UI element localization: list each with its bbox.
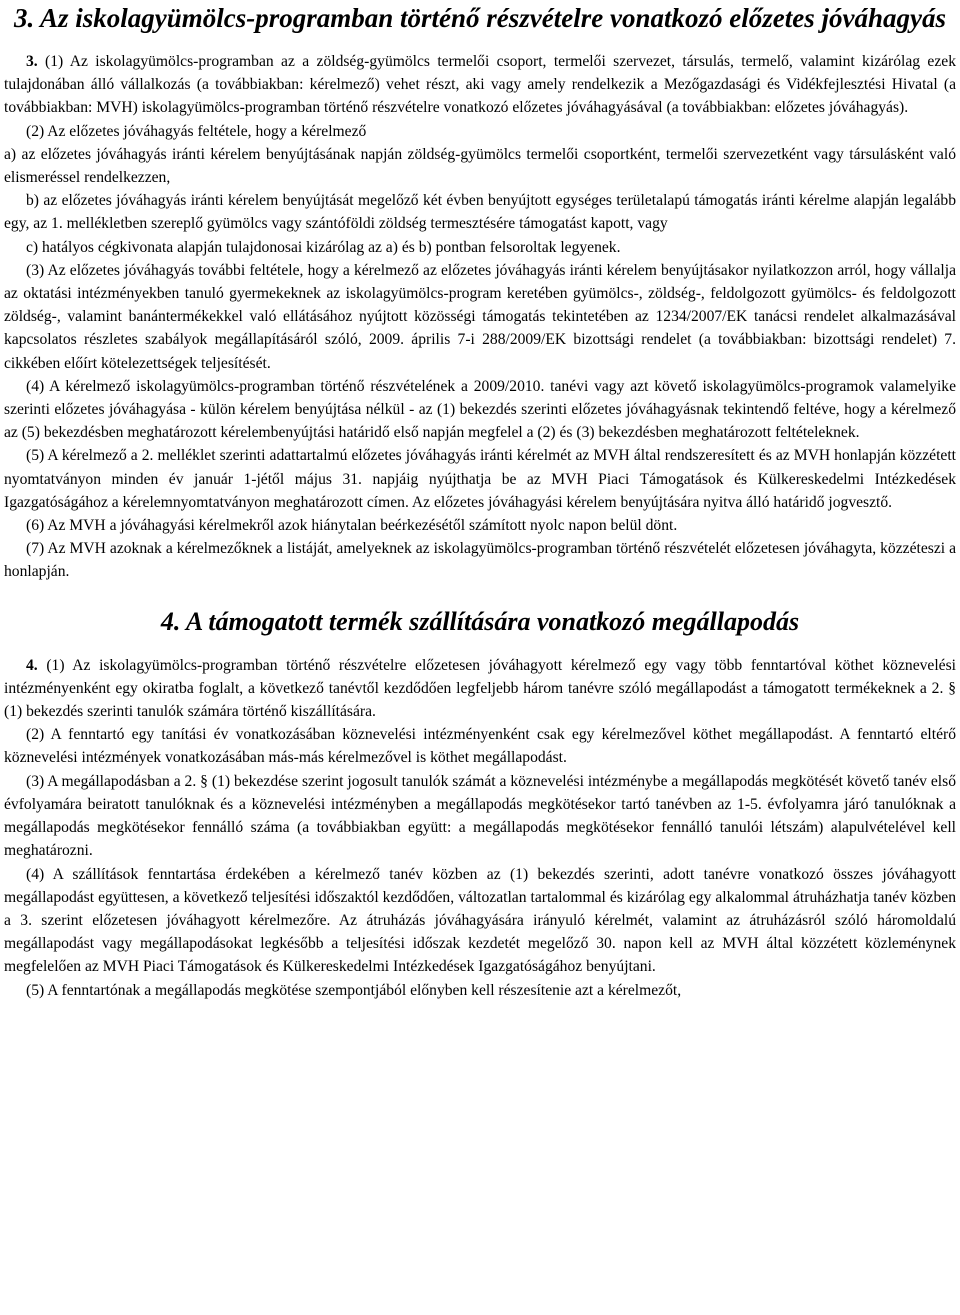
section-4-number: 4. xyxy=(26,656,38,674)
section-3-paragraph-2: (2) Az előzetes jóváhagyás feltétele, hogy a kérelmező xyxy=(26,122,367,140)
section-3-title: 3. Az iskolagyümölcs-programban történő részvételre vonatkozó előzetes jóváhagyás xyxy=(14,3,946,33)
section-4-paragraph-1 xyxy=(4,654,956,724)
section-4-title: 4. A támogatott termék szállítására vonatkozó megállapodás xyxy=(160,606,800,636)
section-3-paragraph-3: (3) Az előzetes jóváhagyás további feltétele, hogy a kérelmező az előzetes jóváhagyás iránti kérelem benyújtásakor nyilatkozzon arról, hogy vállalja az oktatási intézményekben tanuló gyermekeknek az iskolagyümölcs-program keretében gyümölcs-, zöldség-, feldolgozott gyümölcs- és feldolgozott zöldség-, valamint banántermékekkel való ellátásához nyújtott közösségi támogatás tekintetében az 1234/2007/EK tanácsi rendelet alkalmazásával kapcsolatos részletes szabályok megállapításáról szóló, 2009. április 7-i 288/2009/EK bizottsági rendelet (a továbbiakban: bizottsági rendelet) 7. cikkében előírt kötelezettségek teljesítését. xyxy=(4,261,956,372)
section-3-paragraph-4: (4) A kérelmező iskolagyümölcs-programban történő részvételének a 2009/2010. tanévi vagy azt követő iskolagyümölcs-programok valamelyike szerinti előzetes jóváhagyása - külön kérelem benyújtása nélkül - az (1) bekezdés szerinti előzetes jóváhagyásnak tekintendő feltéve, hogy a kérelmező az (5) bekezdésben meghatározott kérelembenyújtási határidő első napján megfelel a (2) és (3) bekezdésben meghatározott feltételeknek. xyxy=(4,377,956,442)
section-3-paragraph-1-text: (1) Az iskolagyümölcs-programban az a zöldség-gyümölcs termelői csoport, termelői szervezet, társulás, termelő, valamint kizárólag ezek tulajdonában álló vállalkozás (a továbbiakban: kérelmező) vehet részt, aki vagy amely rendelkezik a Mezőgazdasági és Vidékfejlesztési Hivatal (a továbbiakban: MVH) iskolagyümölcs-programban történő részvételre vonatkozó előzetes jóváhagyásával (a továbbiakban: előzetes jóváhagyás). xyxy=(4,53,956,117)
section-4-paragraph-2: (2) A fenntartó egy tanítási év vonatkozásában köznevelési intézményenként csak egy kérelmezővel köthet megállapodást. A fenntartó eltérő köznevelési intézmények vonatkozásában más-más kérelmezővel is köthet megállapodást. xyxy=(4,726,956,767)
section-4-paragraph-3: (3) A megállapodásban a 2. § (1) bekezdése szerint jogosult tanulók számát a köznevelési intézménybe a megállapodás megkötését követő tanév első évfolyamára beiratott tanulóknak és a köznevelési intézményben a megállapodás megkötésekor tartó tanévben az 1-5. évfolyamra járó tanulóknak a megállapodás megkötésekor fennálló száma (a továbbiakban együtt: a megállapodás megkötésekor fennálló tanulói létszám) alapulvételével kell meghatározni. xyxy=(4,772,956,860)
section-4-paragraph-4: (4) A szállítások fenntartása érdekében a kérelmező tanév közben az (1) bekezdés szerinti, adott tanévre vonatkozó összes jóváhagyott megállapodást együttesen, a következő teljesítési időszaktól kezdődően, változatlan tartalommal és kizárólag egy alkalommal átruházhatja tanév közben a 3. szerint előzetesen jóváhagyott kérelmezőre. Az átruházás jóváhagyására irányuló kérelmét, valamint az átruházásról szóló háromoldalú megállapodást vagy megállapodásokat legkésőbb a teljesítési időszak kezdetét megelőző 30. napon kell az MVH által közzétett közleménynek megfelelően az MVH Piaci Támogatások és Külkereskedelmi Intézkedések Igazgatóságához benyújtani. xyxy=(4,865,956,976)
section-3-body xyxy=(4,50,956,584)
section-3-paragraph-6: (6) Az MVH a jóváhagyási kérelmekről azok hiánytalan beérkezésétől számított nyolc napon belül dönt. xyxy=(26,517,678,535)
section-3-paragraph-2-point-b: b) az előzetes jóváhagyás iránti kérelem benyújtását megelőző két évben benyújtott egységes területalapú támogatás iránti kérelme alapján legalább egy, az 1. mellékletben szereplő gyümölcs vagy szántóföldi zöldség termesztésére támogatást kapott, vagy xyxy=(4,192,956,233)
section-4-paragraph-1-text: (1) Az iskolagyümölcs-programban történő részvételre előzetesen jóváhagyott kérelmező egy vagy több fenntartóval köthet köznevelési intézményenként egy okiratba foglalt, a következő tanévtől kezdődően legfeljebb három tanévre szóló megállapodást a támogatott termékeknek a 2. § (1) bekezdés szerinti tanulók számára történő kiszállítására. xyxy=(4,656,956,721)
section-3-paragraph-2-point-c: c) hatályos cégkivonata alapján tulajdonosai kizárólag az a) és b) pontban felsoroltak legyenek. xyxy=(26,238,621,256)
section-3-paragraph-5: (5) A kérelmező a 2. melléklet szerinti adattartalmú előzetes jóváhagyás iránti kérelmét az MVH által rendszeresített és az MVH honlapján közzétett nyomtatványon minden év január 1-jétől május 31. napjáig nyújthatja be az MVH Piaci Támogatások és Külkereskedelmi Intézkedések Igazgatóságához a kérelemnyomtatványon meghatározott címen. Az előzetes jóváhagyási kérelem benyújtására nyitva álló határidő jogvesztő. xyxy=(4,447,956,511)
section-3-paragraph-2-point-a: a) az előzetes jóváhagyás iránti kérelem benyújtásának napján zöldség-gyümölcs termelői csoportként, termelői szervezetként vagy társulásként való elismeréssel rendelkezzen, xyxy=(4,145,956,187)
section-3-number: 3. xyxy=(26,53,38,70)
section-4-paragraph-5: (5) A fenntartónak a megállapodás megkötése szempontjából előnyben kell részesítenie azt a kérelmezőt, xyxy=(26,981,682,999)
document-page xyxy=(4,0,956,1002)
section-3-paragraph-1 xyxy=(4,50,956,120)
section-4-body xyxy=(4,654,956,1002)
section-3-paragraph-7: (7) Az MVH azoknak a kérelmezőknek a listáját, amelyeknek az iskolagyümölcs-programban történő részvételét előzetesen jóváhagyta, közzéteszi a honlapján. xyxy=(4,540,956,581)
